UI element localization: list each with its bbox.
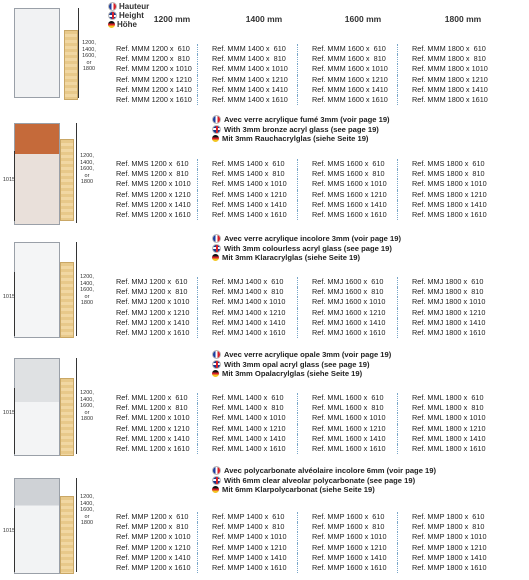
title-text: Mit 3mm Opalacrylglas (siehe Seite 19): [222, 369, 363, 379]
ref-cell: Ref. MML 1600 x 610: [297, 393, 397, 403]
ref-cell: Ref. MMM 1800 x 1210: [397, 75, 497, 85]
ref-cell: Ref. MML 1800 x 810: [397, 403, 497, 413]
ref-cell: Ref. MML 1600 x 810: [297, 403, 397, 413]
ref-cell: Ref. MMM 1800 x 1010: [397, 64, 497, 74]
ref-column: [297, 44, 397, 105]
ref-cell: Ref. MMP 1800 x 810: [397, 522, 497, 532]
column-header: 1200 mm: [153, 14, 191, 24]
ref-cell: Ref. MMS 1800 x 1210: [397, 190, 497, 200]
legend-label: Hauteur: [119, 2, 150, 11]
title-text: With 3mm opal acryl glass (see page 19): [224, 359, 370, 369]
ref-column: [197, 277, 297, 338]
ref-cell: Ref. MMS 1400 x 1210: [197, 190, 297, 200]
ref-cell: Ref. MMS 1200 x 810: [116, 169, 189, 179]
section-title-block: [212, 350, 391, 379]
height-dimension-line: [76, 478, 77, 572]
reference-table: [102, 512, 497, 573]
title-line-de: [212, 485, 436, 495]
wood-panel-illustration: [60, 262, 74, 338]
ref-cell: Ref. MMJ 1200 x 610: [116, 277, 188, 286]
title-text: Mit 6mm Klarpolycarbonat (siehe Seite 19): [222, 485, 375, 495]
ref-cell: Ref. MML 1800 x 1410: [397, 434, 497, 444]
ref-cell: Ref. MMS 1400 x 1610: [197, 210, 297, 220]
ref-cell: Ref. MMM 1200 x 1610: [116, 95, 192, 105]
ref-cell: Ref. MMJ 1600 x 810: [297, 287, 397, 297]
ref-cell: Ref. MMJ 1600 x 610: [297, 277, 397, 287]
title-text: Mit 3mm Klaracrylglas (siehe Seite 19): [222, 253, 361, 263]
title-line-de: [212, 134, 390, 144]
ref-cell: Ref. MMS 1600 x 1210: [297, 190, 397, 200]
ref-cell: Ref. MMP 1200 x 810: [116, 522, 189, 532]
ref-cell: Ref. MMS 1800 x 1010: [397, 179, 497, 189]
section-title-block: [212, 115, 390, 144]
ref-cell: Ref. MMP 1400 x 1210: [197, 543, 297, 553]
ref-cell: Ref. MMM 1200 x 810: [116, 54, 190, 64]
ref-cell: Ref. MMJ 1400 x 610: [197, 277, 297, 287]
fixed-height-dimension-line: [14, 508, 15, 572]
ref-cell: Ref. MML 1800 x 1210: [397, 424, 497, 434]
fixed-height-dimension-line: [14, 151, 15, 221]
ref-cell: Ref. MMJ 1200 x 1410: [116, 317, 190, 327]
ref-cell: Ref. MMM 1200 x 1010: [116, 64, 192, 74]
ref-cell: Ref. MML 1600 x 1610: [297, 444, 397, 454]
title-line-fr: [212, 466, 436, 476]
wood-panel-illustration: [64, 30, 78, 100]
ref-cell: Ref. MMS 1200 x 1210: [116, 189, 191, 199]
ref-column: [197, 512, 297, 573]
uk-flag-icon: [212, 244, 221, 253]
ref-cell: Ref. MML 1800 x 610: [397, 393, 497, 403]
ref-cell: Ref. MML 1400 x 1010: [197, 413, 297, 423]
ref-cell: Ref. MML 1200 x 610: [116, 393, 188, 402]
ref-cell: Ref. MMS 1800 x 1410: [397, 200, 497, 210]
fixed-height-label: 1015: [2, 528, 16, 534]
ref-cell: Ref. MMP 1600 x 610: [297, 512, 397, 522]
ref-cell: Ref. MMS 1800 x 810: [397, 169, 497, 179]
fixed-height-dimension-line: [14, 388, 15, 454]
france-flag-icon: [108, 2, 117, 11]
ref-cell: Ref. MML 1200 x 810: [116, 403, 188, 413]
title-line-uk: [212, 360, 391, 370]
ref-cell: Ref. MMM 1800 x 1610: [397, 95, 497, 105]
ref-cell: Ref. MMJ 1800 x 810: [397, 287, 497, 297]
title-text: With 3mm bronze acryl glass (see page 19): [224, 124, 379, 134]
ref-cell: Ref. MMM 1400 x 1010: [197, 64, 297, 74]
height-dimension-line: [78, 8, 79, 98]
ref-column: [397, 512, 497, 573]
ref-cell: Ref. MML 1200 x 1610: [116, 444, 190, 454]
ref-column: [397, 393, 497, 454]
ref-cell: Ref. MMP 1200 x 1610: [116, 563, 191, 573]
ref-cell: Ref. MML 1600 x 1010: [297, 413, 397, 423]
ref-cell: Ref. MMJ 1800 x 1410: [397, 318, 497, 328]
ref-cell: Ref. MMP 1400 x 810: [197, 522, 297, 532]
ref-cell: Ref. MML 1400 x 1410: [197, 434, 297, 444]
title-text: Avec polycarbonate alvéolaire incolore 6mm (voir page 19): [224, 466, 437, 475]
ref-cell: Ref. MMP 1400 x 1610: [197, 563, 297, 573]
ref-cell: Ref. MML 1800 x 1610: [397, 444, 497, 454]
ref-cell: Ref. MMM 1600 x 610: [297, 44, 397, 54]
ref-cell: Ref. MMP 1400 x 1010: [197, 532, 297, 542]
wood-panel-illustration: [60, 496, 74, 574]
ref-cell: Ref. MML 1400 x 610: [197, 393, 297, 403]
france-flag-icon: [212, 466, 221, 475]
ref-column: [297, 159, 397, 220]
ref-column: [397, 159, 497, 220]
ref-cell: Ref. MMP 1400 x 610: [197, 512, 297, 522]
ref-cell: Ref. MMS 1600 x 810: [297, 169, 397, 179]
column-header: 1800 mm: [444, 14, 482, 24]
ref-cell: Ref. MMM 1600 x 1210: [297, 75, 397, 85]
ref-cell: Ref. MMP 1600 x 1210: [297, 543, 397, 553]
ref-cell: Ref. MML 1600 x 1210: [297, 424, 397, 434]
height-dimension-label: 1200, 1400, 1600, or 1800: [80, 494, 94, 526]
ref-cell: Ref. MMJ 1200 x 1610: [116, 328, 190, 338]
ref-cell: Ref. MMM 1600 x 1410: [297, 85, 397, 95]
ref-cell: Ref. MMJ 1200 x 810: [116, 287, 188, 297]
uk-flag-icon: [212, 360, 221, 369]
germany-flag-icon: [212, 486, 219, 493]
title-text: Avec verre acrylique incolore 3mm (voir page 19): [224, 234, 401, 243]
ref-column: [102, 44, 197, 105]
ref-cell: Ref. MMM 1600 x 1010: [297, 64, 397, 74]
ref-cell: Ref. MML 1200 x 1410: [116, 433, 190, 443]
ref-cell: Ref. MMS 1400 x 610: [197, 159, 297, 169]
ref-cell: Ref. MMM 1800 x 610: [397, 44, 497, 54]
ref-cell: Ref. MMS 1400 x 1410: [197, 200, 297, 210]
ref-cell: Ref. MMJ 1600 x 1010: [297, 297, 397, 307]
ref-cell: Ref. MMP 1800 x 1210: [397, 543, 497, 553]
title-line-uk: [212, 244, 401, 254]
fixed-height-label: 1015: [2, 177, 16, 183]
ref-cell: Ref. MMM 1400 x 1410: [197, 85, 297, 95]
ref-cell: Ref. MMJ 1600 x 1210: [297, 308, 397, 318]
uk-flag-icon: [212, 476, 221, 485]
ref-cell: Ref. MMS 1200 x 1410: [116, 199, 191, 209]
cabinet-illustration: [14, 123, 60, 225]
ref-cell: Ref. MMS 1400 x 1010: [197, 179, 297, 189]
fixed-height-label: 1015: [2, 410, 16, 416]
title-line-uk: [212, 125, 390, 135]
ref-cell: Ref. MMP 1800 x 1610: [397, 563, 497, 573]
fixed-height-dimension-line: [14, 272, 15, 336]
reference-table: [102, 277, 497, 338]
germany-flag-icon: [212, 370, 219, 377]
ref-column: [397, 277, 497, 338]
height-dimension-label: 1200, 1400, 1600, or 1800: [80, 390, 94, 422]
legend-label: Höhe: [117, 20, 137, 29]
title-line-uk: [212, 476, 436, 486]
height-dimension-label: 1200, 1400, 1600, or 1800: [80, 274, 94, 306]
title-text: Avec verre acrylique opale 3mm (voir page 19): [224, 350, 392, 359]
ref-cell: Ref. MMP 1600 x 810: [297, 522, 397, 532]
ref-cell: Ref. MMJ 1800 x 1210: [397, 308, 497, 318]
ref-cell: Ref. MMS 1600 x 1010: [297, 179, 397, 189]
height-dimension-line: [76, 358, 77, 454]
ref-cell: Ref. MMM 1200 x 1410: [116, 84, 192, 94]
ref-cell: Ref. MMJ 1400 x 1410: [197, 318, 297, 328]
ref-cell: Ref. MMP 1800 x 1010: [397, 532, 497, 542]
ref-cell: Ref. MMP 1400 x 1410: [197, 553, 297, 563]
ref-cell: Ref. MMP 1600 x 1010: [297, 532, 397, 542]
title-text: Mit 3mm Rauchacrylglas (siehe Seite 19): [222, 134, 369, 144]
ref-cell: Ref. MMP 1200 x 1210: [116, 542, 191, 552]
title-text: With 6mm clear alveolar polycarbonate (see page 19): [224, 475, 416, 485]
ref-cell: Ref. MMM 1800 x 810: [397, 54, 497, 64]
ref-cell: Ref. MMM 1600 x 810: [297, 54, 397, 64]
ref-cell: Ref. MML 1600 x 1410: [297, 434, 397, 444]
ref-column: [397, 44, 497, 105]
ref-cell: Ref. MMM 1200 x 1210: [116, 74, 192, 84]
ref-cell: Ref. MMS 1600 x 1410: [297, 200, 397, 210]
cabinet-illustration: [14, 478, 60, 574]
ref-cell: Ref. MMP 1200 x 1410: [116, 552, 191, 562]
ref-cell: Ref. MMM 1600 x 1610: [297, 95, 397, 105]
ref-column: [197, 159, 297, 220]
ref-cell: Ref. MMJ 1400 x 1610: [197, 328, 297, 338]
ref-cell: Ref. MMM 1400 x 810: [197, 54, 297, 64]
ref-cell: Ref. MMM 1400 x 610: [197, 44, 297, 54]
ref-cell: Ref. MMS 1600 x 1610: [297, 210, 397, 220]
title-line-fr: [212, 115, 390, 125]
ref-column: [297, 512, 397, 573]
ref-cell: Ref. MMJ 1800 x 1010: [397, 297, 497, 307]
ref-column: [102, 159, 197, 220]
ref-cell: Ref. MMS 1800 x 610: [397, 159, 497, 169]
height-dimension-line: [76, 123, 77, 223]
ref-cell: Ref. MML 1400 x 1210: [197, 424, 297, 434]
cabinet-illustration: [14, 358, 60, 456]
column-header: 1600 mm: [344, 14, 382, 24]
ref-cell: Ref. MMP 1200 x 1010: [116, 532, 191, 542]
ref-column: [197, 393, 297, 454]
uk-flag-icon: [212, 125, 221, 134]
section-title-block: [212, 234, 401, 263]
france-flag-icon: [212, 115, 221, 124]
legend-label: Height: [119, 11, 144, 20]
title-line-de: [212, 369, 391, 379]
ref-cell: Ref. MMS 1200 x 610: [116, 159, 189, 168]
ref-cell: Ref. MMP 1200 x 610: [116, 512, 189, 521]
fixed-height-label: 1015: [2, 294, 16, 300]
ref-cell: Ref. MMJ 1200 x 1010: [116, 297, 190, 307]
ref-cell: Ref. MMM 1400 x 1610: [197, 95, 297, 105]
ref-column: [297, 393, 397, 454]
ref-cell: Ref. MMS 1400 x 810: [197, 169, 297, 179]
ref-column: [197, 44, 297, 105]
height-dimension-label: 1200, 1400, 1600, or 1800: [82, 40, 96, 72]
ref-cell: Ref. MMS 1800 x 1610: [397, 210, 497, 220]
ref-column: [102, 393, 197, 454]
height-dimension-label: 1200, 1400, 1600, or 1800: [80, 153, 94, 185]
ref-cell: Ref. MMJ 1400 x 1210: [197, 308, 297, 318]
section-title-block: [212, 466, 436, 495]
ref-column: [102, 512, 197, 573]
ref-cell: Ref. MMJ 1600 x 1610: [297, 328, 397, 338]
ref-cell: Ref. MML 1200 x 1210: [116, 423, 190, 433]
column-header: 1400 mm: [245, 14, 283, 24]
ref-cell: Ref. MMS 1600 x 610: [297, 159, 397, 169]
title-line-fr: [212, 350, 391, 360]
ref-cell: Ref. MML 1400 x 1610: [197, 444, 297, 454]
ref-cell: Ref. MML 1800 x 1010: [397, 413, 497, 423]
title-text: Avec verre acrylique fumé 3mm (voir page 19): [224, 115, 390, 124]
ref-cell: Ref. MML 1200 x 1010: [116, 413, 190, 423]
france-flag-icon: [212, 350, 221, 359]
ref-cell: Ref. MMM 1800 x 1410: [397, 85, 497, 95]
ref-cell: Ref. MMS 1200 x 1010: [116, 179, 191, 189]
title-line-de: [212, 253, 401, 263]
ref-column: [297, 277, 397, 338]
ref-cell: Ref. MMJ 1400 x 810: [197, 287, 297, 297]
reference-table: [102, 159, 497, 220]
uk-flag-icon: [108, 11, 117, 20]
ref-cell: Ref. MMJ 1800 x 610: [397, 277, 497, 287]
cabinet-illustration: [14, 242, 60, 338]
ref-column: [102, 277, 197, 338]
germany-flag-icon: [212, 135, 219, 142]
ref-cell: Ref. MMP 1600 x 1610: [297, 563, 397, 573]
wood-panel-illustration: [60, 378, 74, 456]
germany-flag-icon: [212, 254, 219, 261]
legend-row-fr: [108, 2, 149, 11]
ref-cell: Ref. MMM 1400 x 1210: [197, 75, 297, 85]
ref-cell: Ref. MMJ 1600 x 1410: [297, 318, 397, 328]
ref-cell: Ref. MMP 1600 x 1410: [297, 553, 397, 563]
ref-cell: Ref. MMS 1200 x 1610: [116, 210, 191, 220]
ref-cell: Ref. MMJ 1800 x 1610: [397, 328, 497, 338]
ref-cell: Ref. MMJ 1400 x 1010: [197, 297, 297, 307]
ref-cell: Ref. MML 1400 x 810: [197, 403, 297, 413]
height-dimension-line: [76, 242, 77, 336]
ref-cell: Ref. MMJ 1200 x 1210: [116, 307, 190, 317]
ref-cell: Ref. MMM 1200 x 610: [116, 44, 190, 53]
title-line-fr: [212, 234, 401, 244]
cabinet-illustration: [14, 8, 60, 98]
ref-cell: Ref. MMP 1800 x 1410: [397, 553, 497, 563]
france-flag-icon: [212, 234, 221, 243]
title-text: With 3mm colourless acryl glass (see page 19): [224, 243, 392, 253]
wood-panel-illustration: [60, 139, 74, 221]
germany-flag-icon: [108, 21, 115, 28]
ref-cell: Ref. MMP 1800 x 610: [397, 512, 497, 522]
reference-table: [102, 44, 497, 105]
reference-table: [102, 393, 497, 454]
